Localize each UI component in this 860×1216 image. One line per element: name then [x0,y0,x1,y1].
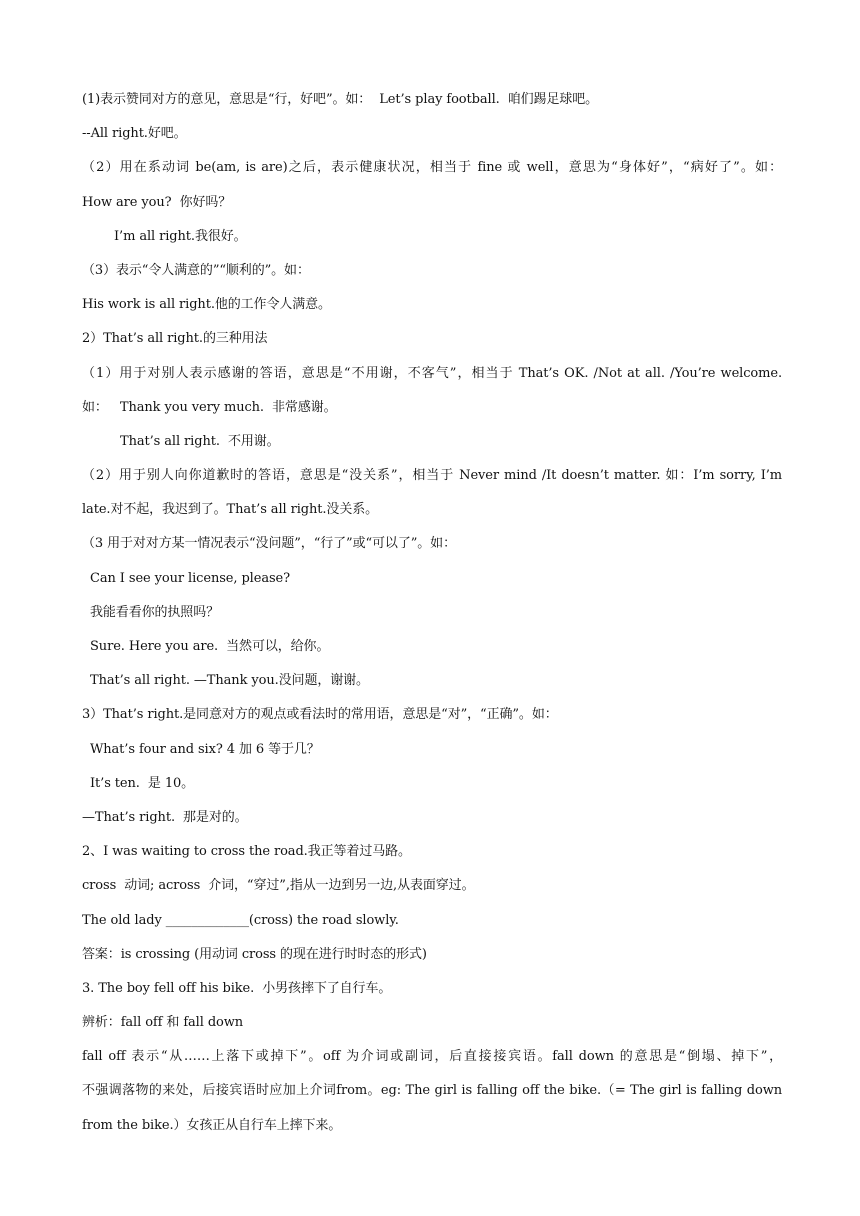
text-line: 辨析：fall off 和 fall down [82,1015,244,1031]
text-line: （2）用于别人向你道歉时的答语，意思是“没关系”，相当于 Never mind /It doesn’t matter. 如：I’m sorry, I’m [82,468,782,484]
text-line: --All right.好吧。 [82,126,187,142]
text-line: It’s ten. 是 10。 [90,775,195,791]
text-line: fall off 表示“从……上落下或掉下”。off 为介词或副词，后直接接宾语。fall down 的意思是“倒塌、掉下”， [82,1049,782,1065]
text-line: 2）That’s all right.的三种用法 [82,331,268,347]
text-line: late.对不起，我迟到了。That’s all right.没关系。 [82,502,379,518]
text-line: That’s all right. 不用谢。 [120,433,280,449]
text-line: 我能看看你的执照吗？ [90,604,220,620]
text-line: I’m all right.我很好。 [114,228,247,244]
text-line: What’s four and six? 4 加 6 等于几？ [90,741,320,757]
text-line: from the bike.）女孩正从自行车上摔下来。 [82,1117,342,1133]
text-line: 答案：is crossing (用动词 cross 的现在进行时时态的形式) [82,946,427,962]
text-line: The old lady _____________(cross) the road slowly. [82,912,399,928]
text-line: 不强调落物的来处，后接宾语时应加上介词from。eg: The girl is falling off the bike.（= The girl is falling down [82,1083,782,1099]
text-line: （3）表示“令人满意的”“顺利的”。如： [82,262,310,278]
text-line: 如： Thank you very much. 非常感谢。 [82,399,337,415]
text-line: （2）用在系动词 be(am, is are)之后，表示健康状况，相当于 fine 或 well，意思为“身体好”，“病好了”。如： [82,160,782,176]
text-line: (1)表示赞同对方的意见，意思是“行，好吧”。如： Let’s play football. 咱们踢足球吧。 [82,92,599,107]
text-line: 3）That’s right.是同意对方的观点或看法时的常用语，意思是“对”，“正确”。如： [82,707,558,723]
text-line: —That’s right. 那是对的。 [82,809,248,825]
text-line: His work is all right.他的工作令人满意。 [82,297,331,313]
text-line: Can I see your license, please? [90,570,290,586]
text-line: （1）用于对别人表示感谢的答语，意思是“不用谢，不客气”，相当于 That’s OK. /Not at all. /You’re welcome. [82,365,782,381]
text-line: 3. The boy fell off his bike. 小男孩摔下了自行车。 [82,980,392,996]
text-line: （3 用于对对方某一情况表示“没问题”，“行了”或“可以了”。如： [82,536,456,552]
text-line: cross 动词; across 介词，“穿过”,指从一边到另一边,从表面穿过。 [82,878,475,894]
text-line: Sure. Here you are. 当然可以，给你。 [90,639,330,654]
document-page [82,86,782,1146]
text-line: How are you? 你好吗？ [82,194,232,210]
text-line: That’s all right. —Thank you.没问题，谢谢。 [90,673,369,689]
text-line: 2、I was waiting to cross the road.我正等着过马路。 [82,844,411,860]
